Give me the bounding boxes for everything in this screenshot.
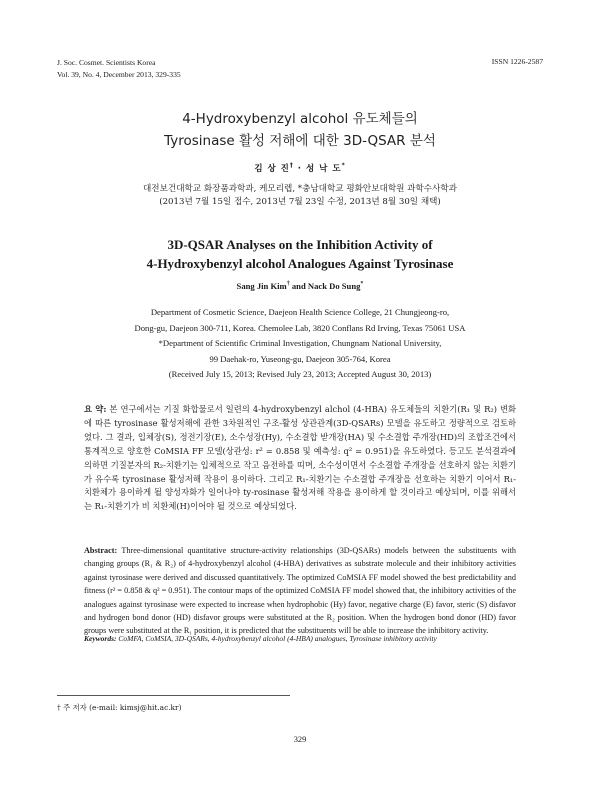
journal-header (57, 57, 181, 81)
korean-author2: 성 낙 도 (306, 164, 342, 174)
abstract (84, 544, 516, 638)
english-authors (0, 281, 600, 291)
keywords-text: CoMFA, CoMSIA, 3D-QSARs, 4-hydroxybenzyl alcohol (4-HBA) analogues, Tyrosinase inhibitory activity (116, 634, 437, 643)
english-title-line2: 4-Hydroxybenzyl alcohol Analogues Against Tyrosinase (146, 256, 454, 271)
english-title-line1: 3D-QSAR Analyses on the Inhibition Activity of (167, 237, 433, 252)
english-affil-line2: Dong-gu, Daejeon 300-711, Korea. Chemolee Lab, 3820 Conflans Rd Irving, Texas 75061 USA (134, 322, 466, 333)
footnote: † 주 저자 (e-mail: kimsj@hit.ac.kr) (57, 703, 182, 712)
korean-title-line1: 4-Hydroxybenzyl alcohol 유도체들의 (182, 111, 418, 127)
english-author2: Nack Do Sung (307, 281, 361, 291)
abstract-label: Abstract: (84, 546, 118, 555)
abstract-text: Three-dimensional quantitative structure-activity relationships (3D-QSARs) models between the substituents with changing groups (R₁ & R₂) of 4-hydroxybenzyl alcohol (4-HBA) derivatives as substrate molecule and their inhibitory activities against tyrosinase were derived and discussed quantitatively. The optimized CoMSIA FF model showed the best predictability and fitness (r² = 0.858 & q² = 0.951). The contour maps of the optimized CoMSIA FF model showed that, the inhibitory activities of the analogues against tyrosinase were expected to increase when hydrophobic (Hy) favor, negative charge (E) favor, steric (S) disfavor and hydrogen bond donor (HD) disfavor groups were substituted at the R₂ position. When the hydrogen bond donor (HD) favor groups were substituted at the R₁ position, it is predicted that the substituents will be able to increase the inhibitory activity. (84, 546, 516, 636)
korean-abstract-label: 요 약: (84, 404, 107, 414)
journal-name: J. Soc. Cosmet. Scientists Korea (57, 58, 156, 67)
issn: ISSN 1226-2587 (491, 57, 543, 66)
korean-dates: (2013년 7월 15일 접수, 2013년 7월 23일 수정, 2013년 8월 30일 채택) (159, 197, 441, 207)
korean-author2-mark: * (341, 162, 346, 170)
keywords-label: Keywords: (84, 634, 117, 643)
keywords (84, 634, 516, 643)
korean-affiliation-text: 대전보건대학교 화장품과학과, 케모리렙, *충남대학교 평화안보대학원 과학수사학과 (143, 184, 457, 194)
english-author2-mark: * (360, 281, 364, 288)
page-number: 329 (293, 735, 307, 744)
english-affil-line4: 99 Daehak-ro, Yuseong-gu, Daejeon 305-764, Korea (209, 353, 391, 364)
korean-abstract-text: 본 연구에서는 기질 화합물로서 일련의 4-hydroxybenzyl alchol (4-HBA) 유도체들의 치환기(R₁ 및 R₂) 변화에 따른 tyrosinase 활성저해에 관한 3차원적인 구조-활성 상관관계(3D-QSARs) 모델을 유도하고 정량적으로 검토하였다. 그 결과, 입체장(S), 정전기장(E), 소수성장(Hy), 수소결합 받개장(HA) 및 수소결합 주개장(HD)의 조합조건에서 통계적으로 양호한 CoMSIA FF 모델(상관성: r² = 0.858 및 예측성: q² = 0.951)을 유도하였다. 등고도 분석결과에 의하면 기질분자의 R₂-치환기는 입체적으로 작고 음전하를 띠며, 소수성이면서 수소결합 주개장을 선호하지 않는 치환기가 유수록 tyrosinase 활성저해 작용이 용이하다. 그리고 R₁-치환기는 수소결합 주개장을 선호하는 치환기 이어서 R₁-치환체가 용이하게 될 양성자화가 일어나야 ty-rosinase 활성저해 작용을 용이하게 할 것이라고 예상되며, 이를 위해서는 R₁-치환기가 비 치환체(H)이어야 될 것으로 예상되었다. (84, 404, 516, 512)
english-author-and: and (289, 281, 308, 291)
english-affiliation (0, 305, 600, 383)
korean-title-line2: Tyrosinase 활성 저해에 대한 3D-QSAR 분석 (164, 133, 436, 149)
korean-authors (0, 162, 600, 174)
english-affil-line1: Department of Cosmetic Science, Daejeon Health Science College, 21 Chungjeong-ro, (150, 307, 450, 317)
korean-abstract (84, 403, 516, 514)
korean-author1: 김 상 진 (254, 164, 290, 174)
english-author1-mark: † (286, 281, 290, 288)
english-affil-line3: *Department of Scientific Criminal Investigation, Chungnam National University, (158, 338, 442, 349)
english-dates: (Received July 15, 2013; Revised July 23, 2013; Accepted August 30, 2013) (168, 369, 432, 380)
footnote-divider (57, 695, 290, 696)
korean-author-separator: · (293, 164, 306, 174)
korean-author1-mark: † (289, 162, 294, 170)
korean-affiliation (0, 183, 600, 209)
korean-title (0, 108, 600, 152)
english-title (0, 235, 600, 273)
english-author1: Sang Jin Kim (236, 281, 287, 291)
journal-volume: Vol. 39, No. 4, December 2013, 329-335 (57, 70, 181, 79)
